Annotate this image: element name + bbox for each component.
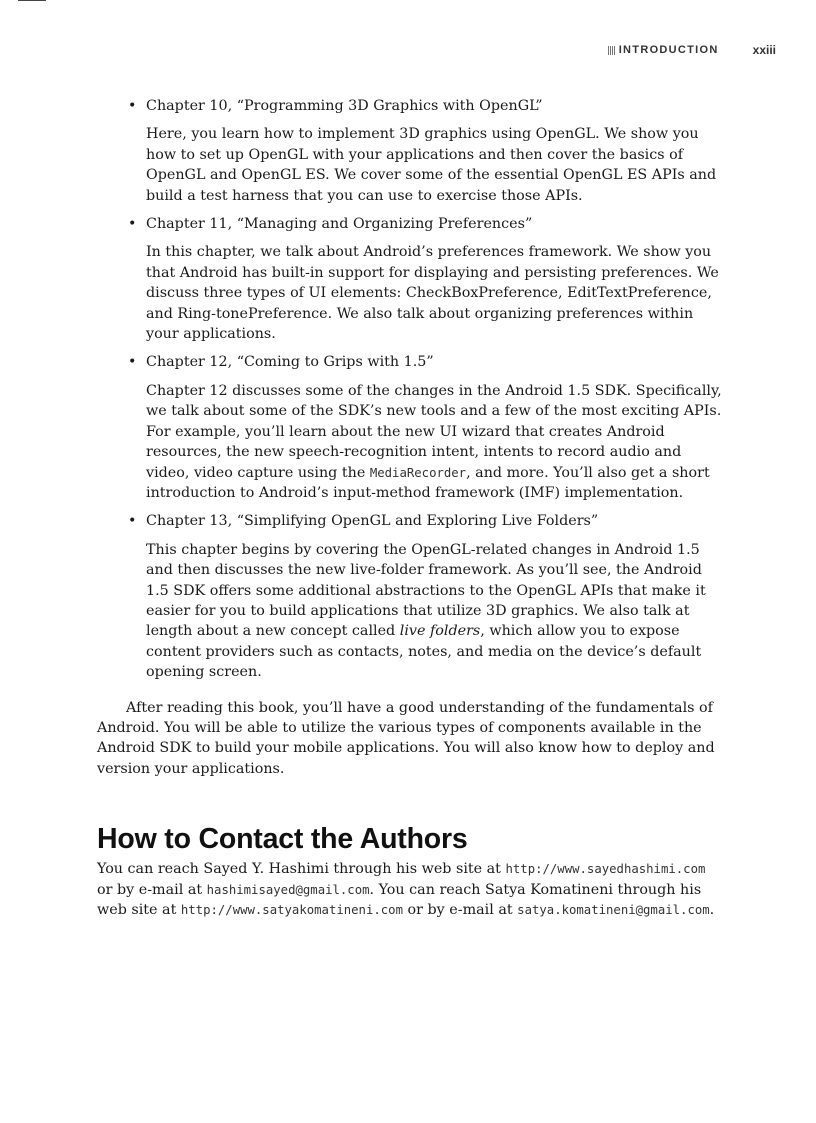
- bullet-icon: •: [128, 216, 137, 233]
- emphasis-term: live folders: [399, 623, 481, 640]
- contact-paragraph: You can reach Sayed Y. Hashimi through his web site at http://www.sayedhashimi.com or by e-mail at hashimisayed@gmail.com. You can reach Satya Komatineni through his web site at http://www.satyakomatineni.com or by e-mail at satya.komatineni@gmail.com.: [97, 861, 715, 918]
- list-item: [97, 352, 722, 503]
- page-body: [97, 96, 722, 920]
- crop-mark: [18, 0, 46, 1]
- running-head: [608, 43, 776, 57]
- email-link-komatineni[interactable]: satya.komatineni@gmail.com: [517, 903, 710, 917]
- page-number: xxiii: [752, 43, 776, 57]
- chapter-description: This chapter begins by covering the OpenGL-related changes in Android 1.5 and then discusses the new live-folder framework. As you’ll see, the Android 1.5 SDK offers some additional abstractions to the OpenGL APIs that make it easier for you to build applications that utilize 3D graphics. We also talk at length about a new concept called live folders, which allow you to expose content providers such as contacts, notes, and media on the device’s default opening screen.: [146, 541, 706, 681]
- chapter-title: Chapter 13, “Simplifying OpenGL and Exploring Live Folders”: [146, 513, 599, 530]
- section-heading: How to Contact the Authors: [97, 823, 468, 856]
- closing-paragraph: After reading this book, you’ll have a good understanding of the fundamentals of Android. You will be able to utilize the various types of components available in the Android SDK to build your mobile applications. You will also know how to deploy and version your applications.: [97, 699, 715, 777]
- chapter-list: [97, 96, 722, 683]
- website-link-komatineni[interactable]: http://www.satyakomatineni.com: [180, 903, 403, 917]
- list-item: [97, 96, 722, 206]
- bullet-icon: •: [128, 354, 137, 371]
- bullet-icon: •: [128, 513, 137, 530]
- chapter-description: Here, you learn how to implement 3D graphics using OpenGL. We show you how to set up OpenGL with your applications and then cover the basics of OpenGL and OpenGL ES. We cover some of the essential OpenGL ES APIs and build a test harness that you can use to exercise those APIs.: [146, 126, 717, 204]
- chapter-description: Chapter 12 discusses some of the changes in the Android 1.5 SDK. Specifically, we talk about some of the SDK’s new tools and a few of the most exciting APIs. For example, you’ll learn about the new UI wizard that creates Android resources, the new speech-recognition intent, intents to record audio and video, video capture using the MediaRecorder, and more. You’ll also get a short introduction to Android’s input-method framework (IMF) implementation.: [146, 382, 722, 501]
- email-link-hashimi[interactable]: hashimisayed@gmail.com: [206, 882, 370, 897]
- chapter-title: Chapter 10, “Programming 3D Graphics with OpenGL”: [146, 98, 543, 114]
- bullet-icon: •: [128, 98, 137, 114]
- running-head-bars-icon: [608, 46, 616, 55]
- chapter-title: Chapter 11, “Managing and Organizing Preferences”: [146, 216, 533, 233]
- list-item: [97, 511, 722, 682]
- chapter-description: In this chapter, we talk about Android’s preferences framework. We show you that Android has built-in support for displaying and persisting preferences. We discuss three types of UI elements: CheckBoxPreference, EditTextPreference, and Ring-tonePreference. We also talk about organizing preferences within your applications.: [146, 244, 719, 343]
- list-item: [97, 214, 722, 344]
- chapter-title: Chapter 12, “Coming to Grips with 1.5”: [146, 354, 434, 371]
- inline-code: MediaRecorder: [369, 465, 467, 480]
- running-head-section: INTRODUCTION: [618, 44, 719, 56]
- website-link-hashimi[interactable]: http://www.sayedhashimi.com: [505, 862, 706, 877]
